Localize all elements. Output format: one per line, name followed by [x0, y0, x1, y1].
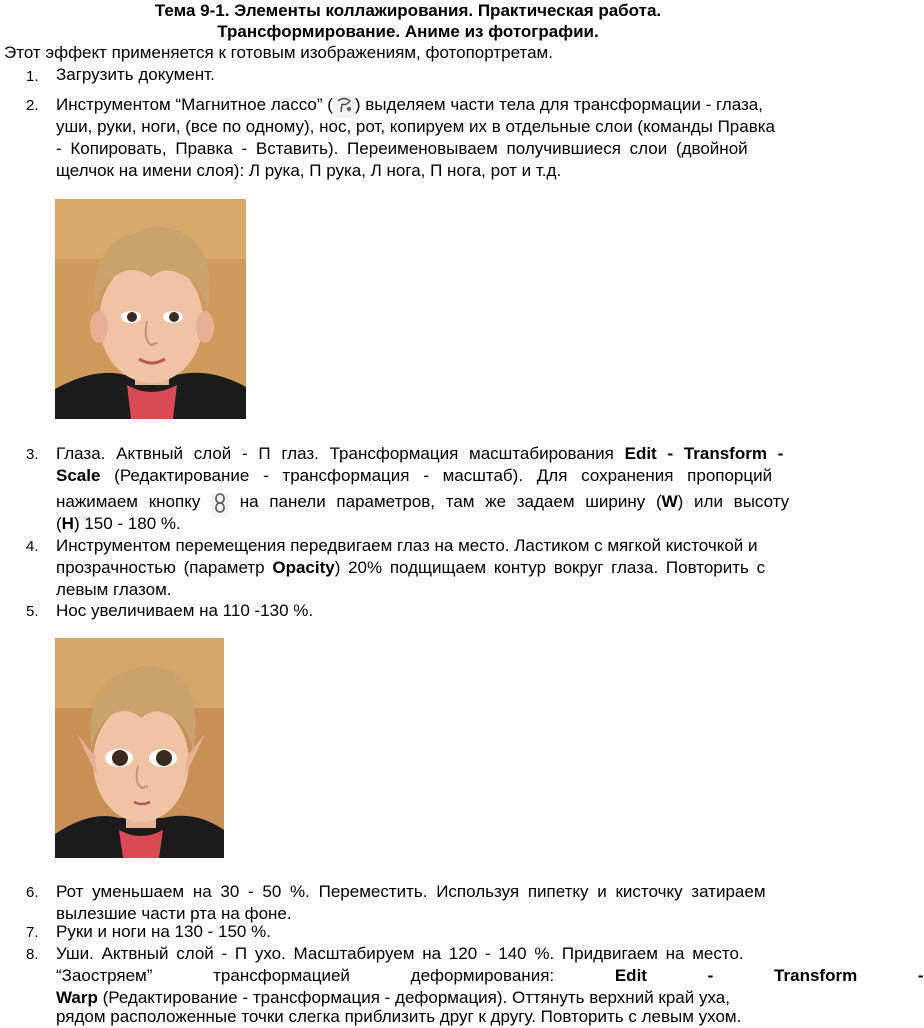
step-2-line-1-b: ) выделяем части тела для трансформации - глаза,	[354, 95, 763, 114]
step-3-line-4-a: (	[56, 514, 62, 533]
step-2-line-4: щелчок на имени слоя): Л рука, П рука, Л нога, П нога, рот и т.д.	[56, 161, 562, 180]
step-2-line-1-a: Инструментом “Магнитное лассо” (	[56, 95, 333, 114]
step-7-text: Руки и ноги на 130 - 150 %.	[56, 922, 271, 941]
step-7-number: 7.	[26, 924, 39, 941]
step-3-line-2-b: (Редактирование - трансформация - масштаб). Для сохранения пропорций	[100, 466, 773, 485]
step-3-line-3-b: на панели параметров, там же задаем ширину (	[229, 492, 662, 511]
step-8-warp-label: Warp	[56, 988, 98, 1007]
step-4-line-3: левым глазом.	[56, 580, 172, 599]
step-4-line-2-a: прозрачностью (параметр	[56, 558, 273, 577]
step-2-line-3: - Копировать, Правка - Вставить). Переименовываем получившиеся слои (двойной	[56, 139, 748, 158]
step-2-number: 2.	[26, 97, 39, 114]
step-3-line-4	[56, 513, 816, 535]
step-4-number: 4.	[26, 538, 39, 555]
step-8-number: 8.	[26, 946, 39, 963]
intro-paragraph: Этот эффект применяется к готовым изображениям, фотопортретам.	[4, 43, 553, 62]
step-8-line-1: Уши. Актвный слой - П ухо. Масштабируем на 120 - 140 %. Придвигаем на место.	[56, 944, 744, 963]
step-3-width-key: W	[661, 492, 678, 511]
step-4-opacity-label: Opacity	[272, 558, 335, 577]
document-title-line-1: Тема 9-1. Элементы коллажирования. Практическая работа.	[154, 1, 662, 20]
step-5-text: Нос увеличиваем на 110 -130 %.	[56, 601, 314, 620]
step-4-line-2	[56, 557, 816, 579]
step-4-line-2-c: ) 20% подщищаем контур вокруг глаза. Повторить с	[334, 558, 766, 577]
portrait-photo-original	[55, 199, 246, 419]
step-6-line-1: Рот уменьшаем на 30 - 50 %. Переместить. Используя пипетку и кисточку затираем	[56, 882, 766, 901]
step-8-line-4: рядом расположенные точки слегка приблизить друг к другу. Повторить с левым ухом.	[56, 1007, 742, 1026]
step-2-line-1	[56, 94, 816, 118]
step-3-line-1	[56, 443, 816, 465]
step-8-line-2	[56, 965, 924, 987]
step-8-line-3-b: (Редактирование - трансформация - деформация). Оттянуть верхний край уха,	[97, 988, 730, 1007]
step-8-line-2-a: “Заостряем” трансформацией деформирования:	[56, 966, 615, 985]
step-4-line-1: Инструментом перемещения передвигаем глаз на место. Ластиком с мягкой кисточкой и	[56, 536, 758, 555]
step-3-line-2	[56, 465, 816, 487]
step-6-line-2: вылезшие части рта на фоне.	[56, 904, 292, 923]
step-3-menu-path: Edit - Transform -	[624, 444, 784, 463]
step-3-height-key: H	[61, 514, 74, 533]
step-2-line-2: уши, руки, ноги, (все по одному), нос, рот, копируем их в отдельные слои (команды Правка	[56, 117, 775, 136]
magnetic-lasso-icon	[333, 96, 355, 118]
step-3-scale-label: Scale	[56, 466, 101, 485]
step-3-line-3-d: ) или высоту	[677, 492, 790, 511]
step-3-line-3-a: нажимаем кнопку	[56, 492, 212, 511]
step-1-number: 1.	[26, 68, 39, 85]
step-8-menu-path: Edit - Transform -	[614, 966, 924, 985]
step-3-line-4-c: ) 150 - 180 %.	[73, 514, 181, 533]
portrait-photo-anime	[55, 638, 224, 858]
step-3-number: 3.	[26, 446, 39, 463]
document-title-line-2: Трансформирование. Аниме из фотографии.	[217, 22, 599, 41]
step-6-number: 6.	[26, 884, 39, 901]
step-3-line-1-a: Глаза. Актвный слой - П глаз. Трансформация масштабирования	[56, 444, 625, 463]
step-5-number: 5.	[26, 603, 39, 620]
step-1-text: Загрузить документ.	[56, 65, 215, 84]
